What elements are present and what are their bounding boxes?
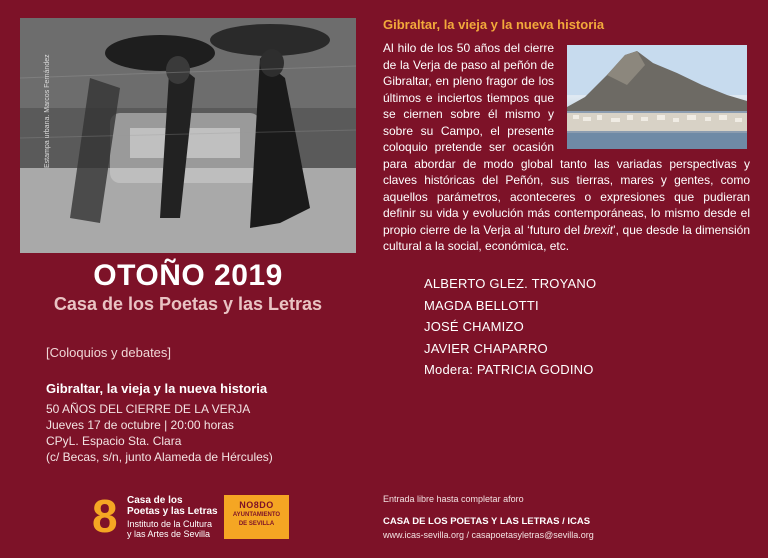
no8do-mark: NO8DO (239, 500, 274, 510)
article-heading: Gibraltar, la vieja y la nueva historia (383, 17, 605, 32)
photo-credit: Estampa urbana. Marcos Fernández (44, 54, 51, 168)
event-category: [Coloquios y debates] (46, 345, 172, 360)
icas-logo-name (127, 519, 212, 539)
article-body-italic: brexit (583, 222, 613, 237)
moderator: Modera: PATRICIA GODINO (424, 362, 594, 377)
venue-title: Casa de los Poetas y las Letras (53, 294, 323, 314)
event-title: Gibraltar, la vieja y la nueva historia (46, 381, 268, 396)
speaker: MAGDA BELLOTTI (424, 297, 539, 313)
speaker: JAVIER CHAPARRO (424, 340, 548, 356)
cpyl-name-line: Poetas y las Letras (127, 506, 218, 517)
speaker: JOSÉ CHAMIZO (424, 319, 524, 334)
rainy-street-illustration (20, 18, 356, 253)
season-title: OTOÑO 2019 (93, 259, 283, 292)
article-body (383, 40, 750, 255)
event-subtitle: 50 AÑOS DEL CIERRE DE LA VERJA (46, 402, 251, 416)
event-datetime: Jueves 17 de octubre | 20:00 horas (46, 418, 234, 432)
article-body-text: Al hilo de los 50 años del cierre de la Verja de paso al peñón de Gibraltar, en pleno fragor de los últimos e inciertos tiempos que se ciernen sobre él mismo y sobre su Campo, el presente coloquio pretende ser ocasión para abordar de modo global tanto las variadas perspectivas y claves históricas del Peñón, sus tierras, mares y gentes, como aquellos parámetros, aconteceres o expresiones que pudieran definir su vida y evolución más contemporáneas, lo mismo desde el propio cierre de la Verja al ‘futuro del (383, 41, 750, 237)
ayuntamiento-name: AYUNTAMIENTO (232, 512, 281, 518)
footer-title: CASA DE LOS POETAS Y LAS LETRAS / ICAS (383, 516, 591, 527)
speakers-list (424, 276, 596, 384)
cpyl-name-line: Casa de los (127, 495, 183, 506)
rainy-street-photo (20, 18, 356, 253)
cpyl-logo-name (127, 495, 218, 517)
icas-name-line: y las Artes de Sevilla (127, 529, 211, 539)
free-entry-note: Entrada libre hasta completar aforo (383, 494, 524, 504)
ayuntamiento-city: DE SEVILLA (238, 521, 275, 527)
speaker: ALBERTO GLEZ. TROYANO (424, 276, 597, 291)
footer-links[interactable]: www.icas-sevilla.org / casapoetasyletras@sevilla.org (383, 530, 594, 540)
event-location: CPyL. Espacio Sta. Clara (46, 434, 182, 448)
ayuntamiento-logo (224, 495, 289, 539)
cpyl-logo-mark: 8 (92, 490, 118, 542)
event-address: (c/ Becas, s/n, junto Alameda de Hércules) (46, 450, 273, 464)
icas-name-line: Instituto de la Cultura (127, 519, 213, 529)
article-body-end: ’, que desde la dimensión cultural a la social, económica, etc. (383, 222, 751, 253)
